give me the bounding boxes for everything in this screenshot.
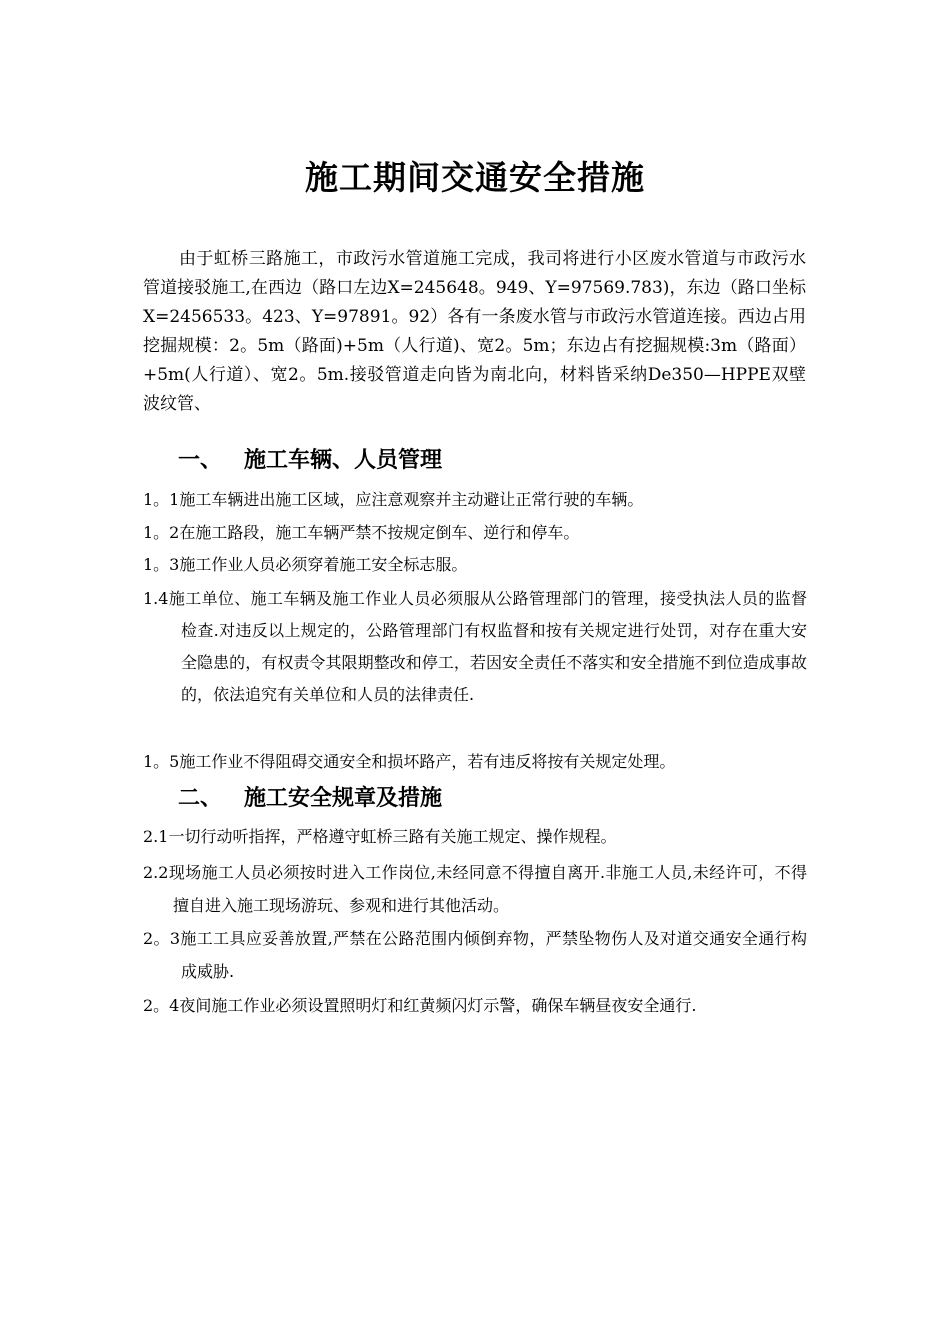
list-item-2-1: 2.1一切行动听指挥，严格遵守虹桥三路有关施工规定、操作规程。	[143, 827, 617, 846]
section-2-heading	[178, 782, 442, 816]
list-item-1-5: 1。5施工作业不得阻碍交通安全和损坏路产，若有违反将按有关规定处理。	[143, 752, 676, 771]
section-1-number: 一、	[178, 448, 223, 473]
intro-paragraph: 由于虹桥三路施工，市政污水管道施工完成，我司将进行小区废水管道与市政污水管道接驳施工,在西边（路口左边X=245648。949、Y=97569.783)，东边（路口坐标X=2456533。423、Y=97891。92）各有一条废水管与市政污水管道连接。西边占用挖掘规模：2。5m（路面)+5m（人行道)、宽2。5m；东边占有挖掘规模:3m（路面）+5m(人行道）、宽2。5m.接驳管道走向皆为南北向，材料皆采纳De350—HPPE双壁波纹管、	[143, 249, 806, 414]
list-item-1-3: 1。3施工作业人员必须穿着施工安全标志服。	[143, 555, 468, 574]
list-item-2-4: 2。4夜间施工作业必须设置照明灯和红黄频闪灯示警，确保车辆昼夜安全通行.	[143, 996, 697, 1015]
list-item-2-2: 2.2现场施工人员必须按时进入工作岗位,未经同意不得擅自离开.非施工人员,未经许可，不得擅自进入施工现场游玩、参观和进行其他活动。	[143, 863, 807, 915]
document-title: 施工期间交通安全措施	[305, 158, 645, 197]
list-item-2-3: 2。3施工工具应妥善放置,严禁在公路范围内倾倒弃物，严禁坠物伤人及对道交通安全通行构成威胁.	[143, 929, 807, 981]
section-1-heading	[178, 444, 442, 478]
section-2-number: 二、	[178, 786, 223, 811]
list-item-1-4: 1.4施工单位、施工车辆及施工作业人员必须服从公路管理部门的管理，接受执法人员的监督检查.对违反以上规定的，公路管理部门有权监督和按有关规定进行处罚，对存在重大安全隐患的，有权责令其限期整改和停工，若因安全责任不落实和安全措施不到位造成事故的，依法追究有关单位和人员的法律责任.	[143, 589, 807, 704]
list-item-1-1: 1。1施工车辆进出施工区域，应注意观察并主动避让正常行驶的车辆。	[143, 490, 644, 509]
list-item-1-2: 1。2在施工路段，施工车辆严禁不按规定倒车、逆行和停车。	[143, 523, 580, 542]
section-1-title: 施工车辆、人员管理	[244, 448, 443, 473]
section-2-title: 施工安全规章及措施	[244, 786, 443, 811]
